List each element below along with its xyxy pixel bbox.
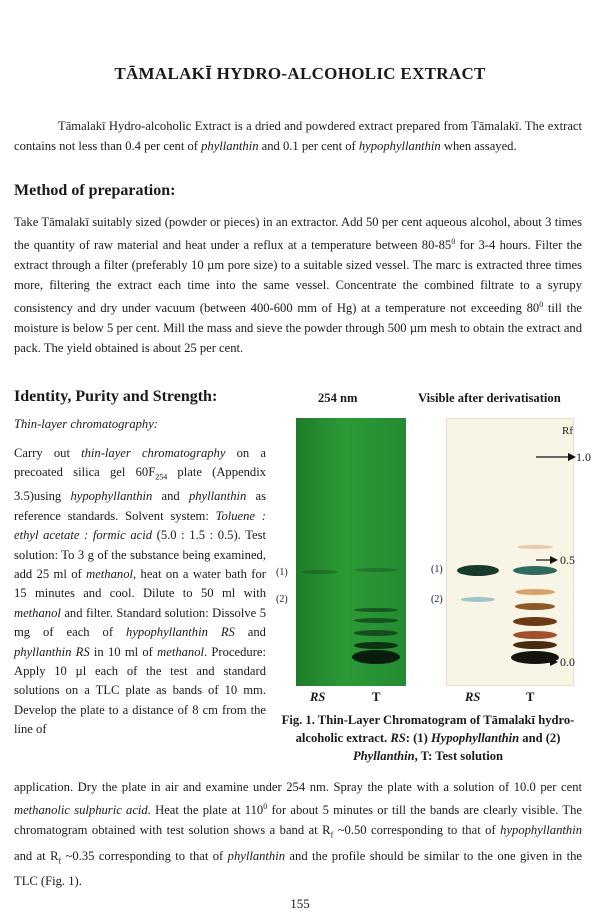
rf-subscript: f (58, 856, 62, 866)
method-text: Take Tāmalakī suitably sized (powder or pieces) in an extractor. Add 50 per cent aqueous alcohol, about 3 times the quantity of raw material and heat under a reflux at a temperature between 80-85 (14, 215, 582, 253)
lane-label-rs-visible: RS (465, 690, 481, 704)
caption-text: , T: Test solution (414, 749, 503, 763)
tlc-text: Carry out (14, 446, 82, 460)
caption-text: : (1) (405, 731, 431, 745)
plate-subscript: 254 (155, 472, 168, 482)
methanol-term: methanol (86, 566, 133, 581)
arrow-rf-10 (536, 453, 576, 461)
rf-value-0-0: 0.0 (560, 655, 575, 669)
caption-text: and (2) (519, 731, 561, 745)
methanol-term: methanol (157, 644, 205, 659)
tlc-procedure-continued (14, 777, 582, 891)
band-t-1-uv (354, 608, 398, 612)
tlc-text: Heat the plate at 110 (150, 803, 264, 818)
band-rs-1-uv (302, 570, 338, 574)
tlc-text: and (234, 625, 266, 640)
tlc-hypophyllanthin: hypophyllanthin (70, 489, 153, 504)
tlc-text: in 10 ml of (89, 644, 158, 659)
tlc-text: application. Dry the plate in air and examine under 254 nm. Spray the plate with a solution of 10.0 per cent (14, 780, 582, 794)
caption-rs: RS (390, 731, 406, 745)
intro-phyllanthin: phyllanthin (201, 139, 259, 153)
tlc-procedure-column (14, 444, 266, 740)
rf-axis-label (562, 425, 573, 437)
tlc-text: plate (Appendix 3.5)using (14, 465, 266, 504)
band-label-2-left: (2) (276, 594, 288, 605)
lane-label-t-visible: T (526, 690, 535, 704)
hypophyllanthin-rs: hypophyllanthin RS (126, 625, 235, 640)
degree-sup: 0 (451, 237, 456, 246)
method-text: till the moisture is below 5 per cent. Mill the mass and sieve the powder through 500 µm mesh to obtain the extract and pack. The yield obtained is about 25 per cent. (14, 301, 582, 356)
band-label-1-right: (1) (431, 564, 443, 575)
tlc-text: and the profile should be similar to the one given in the TLC (Fig. 1). (14, 848, 582, 889)
intro-text: and 0.1 per cent of (258, 139, 359, 153)
identity-heading: Identity, Purity and Strength: (14, 388, 218, 405)
arrow-rf-00 (536, 658, 558, 666)
solvent-system: Toluene : ethyl acetate : formic acid (14, 508, 266, 543)
rf-text: Rf (562, 425, 573, 437)
caption-text: Fig. 1. Thin-Layer Chromatogram of Tāmalakī hydro-alcoholic extract. (281, 713, 575, 745)
tlc-text: and at R (14, 848, 59, 863)
method-text: for 3-4 hours. Filter the extract through a filter (preferably 10 µm pore size) to a suitable sized vessel. The marc is extracted three times more, filtering the extract each time into the same vessel. Concentrate the combined filtrate to a syrupy consistency and dry under vacuum (between 400-600 mm of Hg) at a temperature not exceeding 80 (14, 238, 582, 316)
tlc-text: , heat on a water bath for 15 minutes and cool. Dilute to 50 ml with (14, 566, 266, 601)
intro-hypophyllanthin: hypophyllanthin (358, 139, 441, 153)
band-rs-1-visible (457, 565, 499, 576)
band-rs-2-visible (461, 597, 495, 602)
tlc-text: and (152, 489, 189, 504)
tlc-text: ~0.50 corresponding to that of (333, 823, 501, 838)
intro-text: Tāmalakī Hydro-alcoholic Extract is a dried and powdered extract prepared from Tāmalakī. The extract contains not less than 0.4 per cent of (14, 119, 582, 153)
band-t-2-uv (354, 618, 398, 623)
band-t-upper-uv (354, 568, 398, 572)
tlc-term: thin-layer chromatography (81, 446, 226, 460)
rf-value-1-0: 1.0 (576, 450, 591, 464)
caption-phyllanthin: Phyllanthin (352, 749, 415, 763)
intro-paragraph (14, 116, 582, 156)
tlc-text: (5.0 : 1.5 : 0.5). Test solution: To 3 g of the substance being examined, add 25 ml of (14, 528, 267, 581)
method-heading: Method of preparation: (14, 182, 176, 199)
tlc-text: . Procedure: Apply 10 µl each of the test and standard solutions on a TLC plate as bands of 10 mm. Develop the plate to a distance of 8 cm from the line of (14, 644, 266, 737)
band-t-5-uv (352, 650, 400, 664)
tlc-subheading: Thin-layer chromatography: (14, 417, 158, 431)
method-paragraph (14, 212, 582, 358)
band-t-4-uv (354, 642, 398, 649)
rf-value-0-5: 0.5 (560, 553, 575, 567)
reagent-term: methanolic sulphuric acid. (14, 803, 151, 818)
page-title: TĀMALAKĪ HYDRO-ALCOHOLIC EXTRACT (114, 64, 486, 83)
tlc-plate-254nm (296, 418, 406, 686)
degree-sup: 0 (263, 802, 268, 811)
tlc-text: on a precoated silica gel 60F (14, 446, 266, 480)
band-t-3-uv (354, 630, 398, 636)
tlc-phyllanthin: phyllanthin (227, 848, 286, 863)
tlc-text: ~0.35 corresponding to that of (61, 848, 228, 863)
tlc-text: and filter. Standard solution: Dissolve 5 mg of each of (14, 605, 266, 640)
visible-derivatisation-label: Visible after derivatisation (418, 391, 561, 405)
band-label-1-left: (1) (276, 567, 288, 578)
phyllanthin-rs: phyllanthin RS (14, 644, 90, 659)
lane-label-rs-uv: RS (310, 690, 326, 704)
tlc-text: as reference standards. Solvent system: (14, 489, 267, 523)
degree-sup: 0 (539, 300, 544, 310)
tlc-text: for about 5 minutes or till the bands are clearly visible. The chromatogram obtained with test solution shows a band at R (14, 803, 582, 838)
lane-label-t-uv: T (372, 690, 381, 704)
intro-text: when assayed. (440, 139, 517, 153)
methanol-term: methanol (14, 605, 61, 620)
figure-caption (268, 711, 588, 765)
caption-hypophyllanthin: Hypophyllanthin (430, 731, 520, 745)
tlc-phyllanthin: phyllanthin (188, 489, 247, 504)
arrow-rf-05 (536, 556, 558, 564)
band-label-2-right: (2) (431, 594, 443, 605)
uv-254-label: 254 nm (318, 391, 358, 405)
tlc-hypophyllanthin: hypophyllanthin (500, 823, 582, 838)
page-number: 155 (290, 896, 310, 911)
rf-subscript: f (330, 830, 334, 840)
